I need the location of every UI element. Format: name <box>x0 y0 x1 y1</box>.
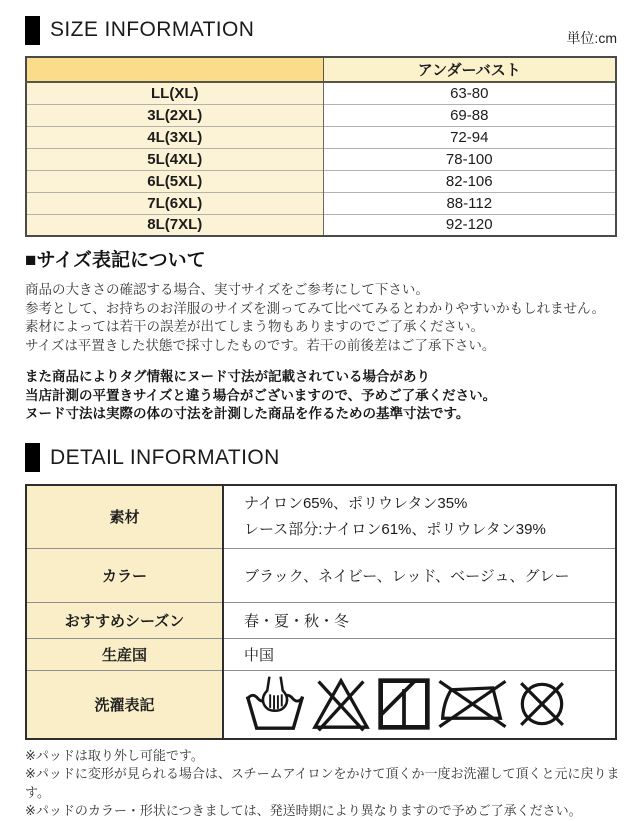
underbust-cell: 92-120 <box>323 214 616 236</box>
detail-value <box>223 485 616 549</box>
table-row <box>26 126 616 148</box>
table-row <box>26 170 616 192</box>
table-row <box>26 104 616 126</box>
material-line: レース部分:ナイロン61%、ポリウレタン39% <box>244 520 546 538</box>
table-row <box>26 214 616 236</box>
underbust-cell: 82-106 <box>323 170 616 192</box>
size-cell: 7L(6XL) <box>26 192 323 214</box>
size-cell: 5L(4XL) <box>26 148 323 170</box>
do-not-dry-clean-icon <box>512 675 572 733</box>
note-line: 当店計測の平置きサイズと違う場合がございますので、予めご了承ください。 <box>25 387 497 403</box>
underbust-cell: 69-88 <box>323 104 616 126</box>
table-row-season <box>26 603 616 639</box>
detail-label: カラー <box>26 549 223 603</box>
detail-value: 中国 <box>223 639 616 671</box>
note-line: また商品によりタグ情報にヌード寸法が記載されている場合があり <box>25 369 430 384</box>
note-line: 素材によっては若干の誤差が出てしまう物もありますのでご了承ください。 <box>25 319 484 334</box>
size-notes-bold-paragraph <box>25 368 615 424</box>
table-row-material <box>26 485 616 549</box>
hang-dry-in-shade-icon <box>376 676 432 732</box>
do-not-bleach-icon <box>310 675 372 733</box>
detail-value: 春・夏・秋・冬 <box>223 603 616 639</box>
table-row <box>26 82 616 104</box>
laundry-symbols-cell <box>223 671 616 739</box>
size-section-header <box>25 14 617 46</box>
table-row <box>26 192 616 214</box>
unit-note: 単位:cm <box>566 30 617 46</box>
size-cell: 3L(2XL) <box>26 104 323 126</box>
detail-label: 洗濯表記 <box>26 671 223 739</box>
footnotes <box>25 747 620 821</box>
laundry-icon-group <box>244 675 615 733</box>
size-table-corner-cell <box>26 57 323 82</box>
size-cell: 6L(5XL) <box>26 170 323 192</box>
size-notes-paragraph <box>25 281 615 355</box>
detail-label: 生産国 <box>26 639 223 671</box>
do-not-iron-icon <box>436 675 508 733</box>
table-row-laundry <box>26 671 616 739</box>
table-row-country <box>26 639 616 671</box>
detail-label: 素材 <box>26 485 223 549</box>
size-table <box>25 56 617 237</box>
size-table-header-row <box>26 57 616 82</box>
note-line: 商品の大きさの確認する場合、実寸サイズをご参考にして下さい。 <box>25 282 429 297</box>
underbust-cell: 72-94 <box>323 126 616 148</box>
underbust-cell: 78-100 <box>323 148 616 170</box>
detail-table <box>25 484 617 740</box>
product-info-page <box>0 14 640 818</box>
table-row-color <box>26 549 616 603</box>
footnote-line: ※パッドは取り外し可能です。 <box>25 747 204 763</box>
footnote-line: ※パッドのカラー・形状につきましては、発送時期により異なりますので予めご了承ください。 <box>25 803 582 818</box>
size-notes-title: ■サイズ表記について <box>25 250 206 271</box>
note-line: 参考として、お持ちのお洋服のサイズを測ってみて比べてみるとわかりやすいかもしれません。 <box>25 300 605 316</box>
material-line: ナイロン65%、ポリウレタン35% <box>244 494 468 512</box>
underbust-cell: 88-112 <box>323 192 616 214</box>
heading-bar <box>25 16 40 45</box>
heading-bar <box>25 443 40 472</box>
detail-section-header <box>25 442 617 474</box>
size-cell: LL(XL) <box>26 82 323 104</box>
underbust-cell: 63-80 <box>323 82 616 104</box>
table-row <box>26 148 616 170</box>
size-cell: 8L(7XL) <box>26 214 323 236</box>
hand-wash-icon <box>244 675 306 733</box>
footnote-line: ※パッドに変形が見られる場合は、スチームアイロンをかけて頂くか一度お洗濯して頂くと元に戻ります。 <box>25 766 620 800</box>
detail-label: おすすめシーズン <box>26 603 223 639</box>
size-table-column-header: アンダーバスト <box>323 57 616 82</box>
size-cell: 4L(3XL) <box>26 126 323 148</box>
note-line: ヌード寸法は実際の体の寸法を計測した商品を作るための基準寸法です。 <box>25 406 470 421</box>
detail-section-title: DETAIL INFORMATION <box>50 445 280 469</box>
note-line: サイズは平置きした状態で採寸したものです。若干の前後差はご了承下さい。 <box>25 337 496 353</box>
size-section-title: SIZE INFORMATION <box>50 18 255 41</box>
detail-value: ブラック、ネイビー、レッド、ベージュ、グレー <box>223 549 616 603</box>
